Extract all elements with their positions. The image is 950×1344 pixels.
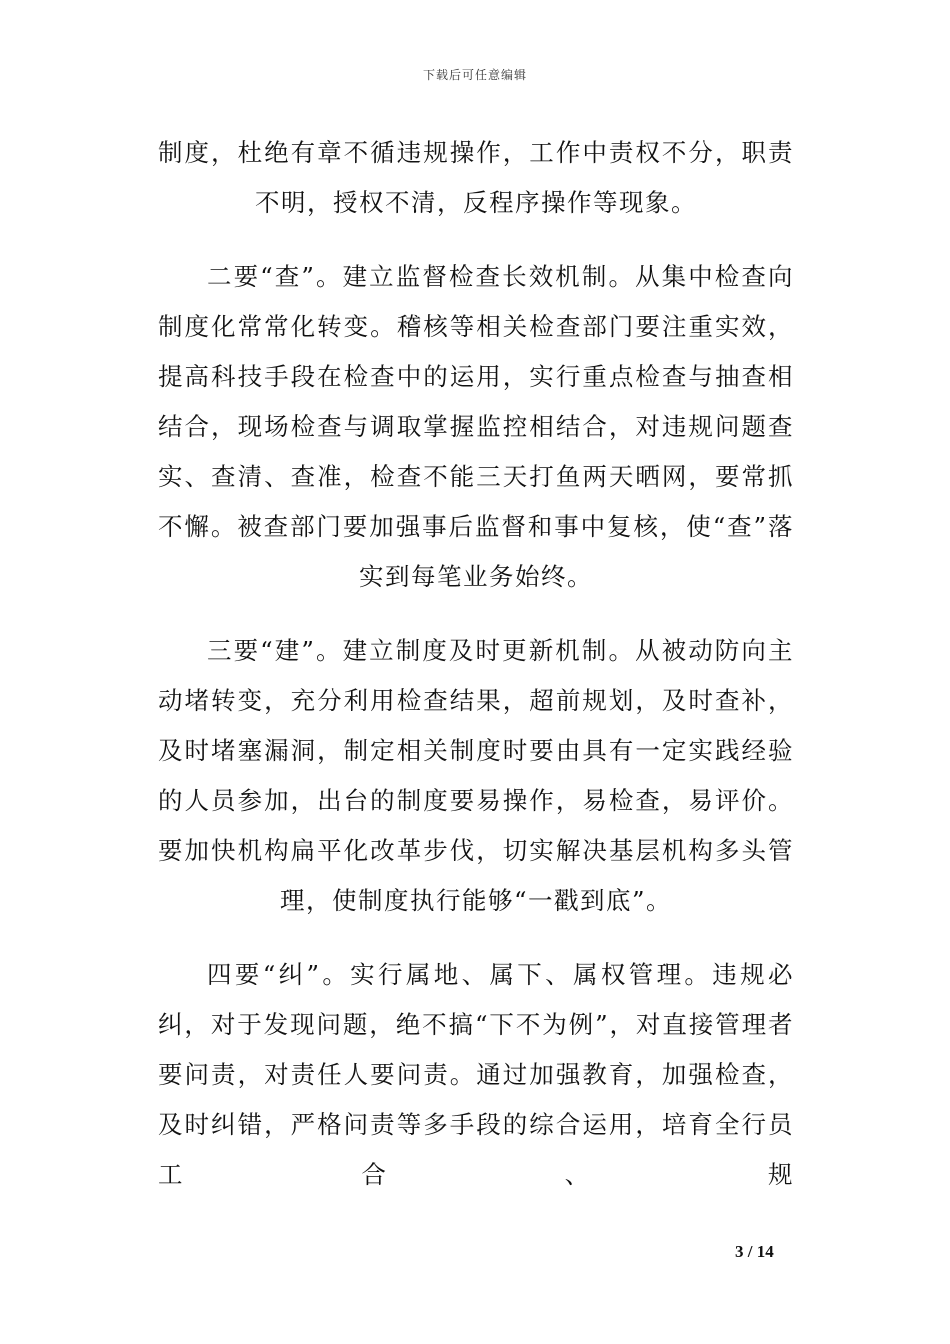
paragraph-1: 制度，杜绝有章不循违规操作，工作中责权不分，职责不明，授权不清，反程序操作等现象。 [158,138,794,217]
paragraph-2: 二要“查”。建立监督检查长效机制。从集中检查向制度化常常化转变。稽核等相关检查部门要注重实效，提高科技手段在检查中的运用，实行重点检查与抽查相结合，现场检查与调取掌握监控相结合，对违规问题查实、查清、查准，检查不能三天打鱼两天晒网，要常抓不懈。被查部门要加强事后监督和事中复核，使“查”落实到每笔业务始终。 [158,262,794,591]
page-number: 3 / 14 [735,1242,774,1261]
paragraph-4: 四要“纠”。实行属地、属下、属权管理。违规必纠，对于发现问题，绝不搞“下不为例”，对直接管理者要问责，对责任人要问责。通过加强教育，加强检查，及时纠错，严格问责等多手段的综合运用，培育全行员工合、规 [158,960,794,1189]
document-body [158,128,794,1224]
page-header-note: 下载后可任意编辑 [422,68,527,82]
paragraph-3: 三要“建”。建立制度及时更新机制。从被动防向主动堵转变，充分利用检查结果，超前规划，及时查补，及时堵塞漏洞，制定相关制度时要由具有一定实践经验的人员参加，出台的制度要易操作，易检查，易评价。要加快机构扁平化改革步伐，切实解决基层机构多头管理，使制度执行能够“一戳到底”。 [158,636,794,915]
